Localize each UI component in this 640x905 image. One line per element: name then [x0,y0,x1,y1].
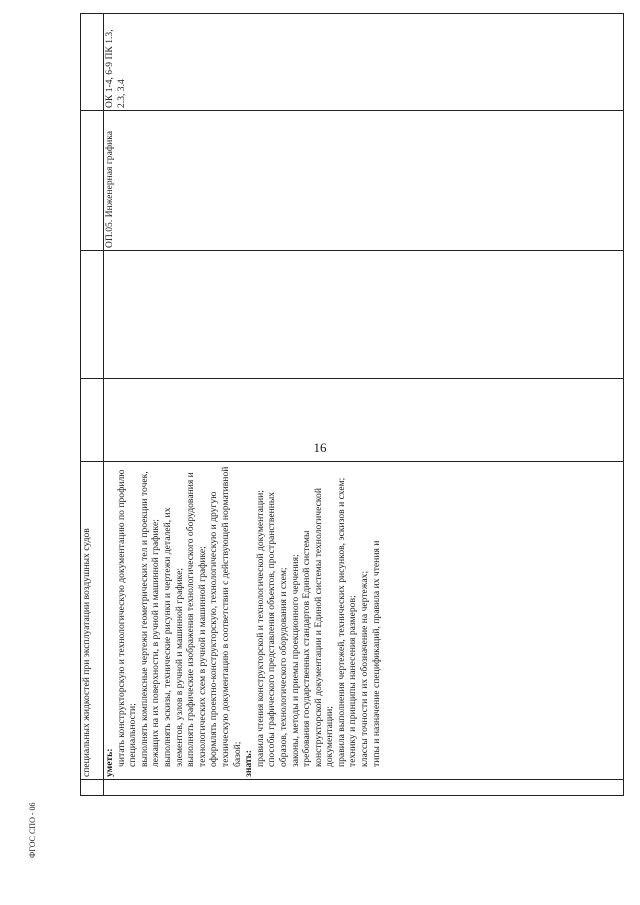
rotated-table-content [80,14,624,796]
umet-item: оформлять проектно-конструкторскую, технологическую и другую техническую документацию в соответствии с действующей нормативной базой; [208,466,243,767]
table-cell [104,780,624,796]
znat-item: классы точности и их обозначение на чертежах; [359,570,371,767]
table-cell [81,379,104,462]
table-cell [81,14,104,111]
footer [28,802,68,868]
znat-item: правила чтения конструкторской и технологической документации; [254,490,266,767]
competencies-cell: ОК 1-4, 6-9 ПК 1.3, 2.3, 3.4 [104,14,624,111]
umet-item: выполнять комплексные чертежи геометрических тел и проекции точек, лежащих на их поверхности, в ручной и машинной графике; [138,471,162,767]
table-cell [81,111,104,251]
page-number: 16 [313,440,327,455]
skills-cell [104,462,624,780]
znat-item: правила выполнения чертежей, технических рисунков, эскизов и схем; [335,477,347,767]
table-row [81,14,104,796]
umet-item: выполнять эскизы, технические рисунки и чертежи деталей, их элементов, узлов в ручной и машинной графике; [161,507,185,767]
umet-heading: уметь: [104,748,115,777]
requirements-table [80,13,624,796]
znat-item: требования государственных стандартов Единой системы конструкторской документации и Единой системы технологической документации; [301,488,336,767]
znat-item: типы и назначение спецификаций, правила их чтения и [370,540,382,767]
discipline-cell: ОП.05. Инженерная графика [104,111,624,251]
rotated-table-container [80,14,624,796]
umet-item: читать конструкторскую и технологическую документацию по профилю специальности; [115,469,139,767]
table-row [104,14,624,796]
table-cell [81,251,104,379]
znat-item: технику и принципы нанесения размеров; [347,595,359,767]
znat-heading: знать: [243,750,255,777]
footer-label: ФГОС СПО - 06 [28,802,37,858]
table-cell [81,780,104,796]
znat-item: законы, методы и приемы проекционного черчения; [289,554,301,767]
table-cell [104,251,624,379]
table-cell [104,379,624,462]
umet-item: выполнять графические изображения технологического оборудования и технологических схем в ручной и машинной графике; [185,472,208,767]
table-cell-top-text: специальных жидкостей при эксплуатации воздушных судов [81,462,104,780]
znat-item: способы графического представления объектов, пространственных образов, технологического оборудования и схем; [266,491,289,767]
